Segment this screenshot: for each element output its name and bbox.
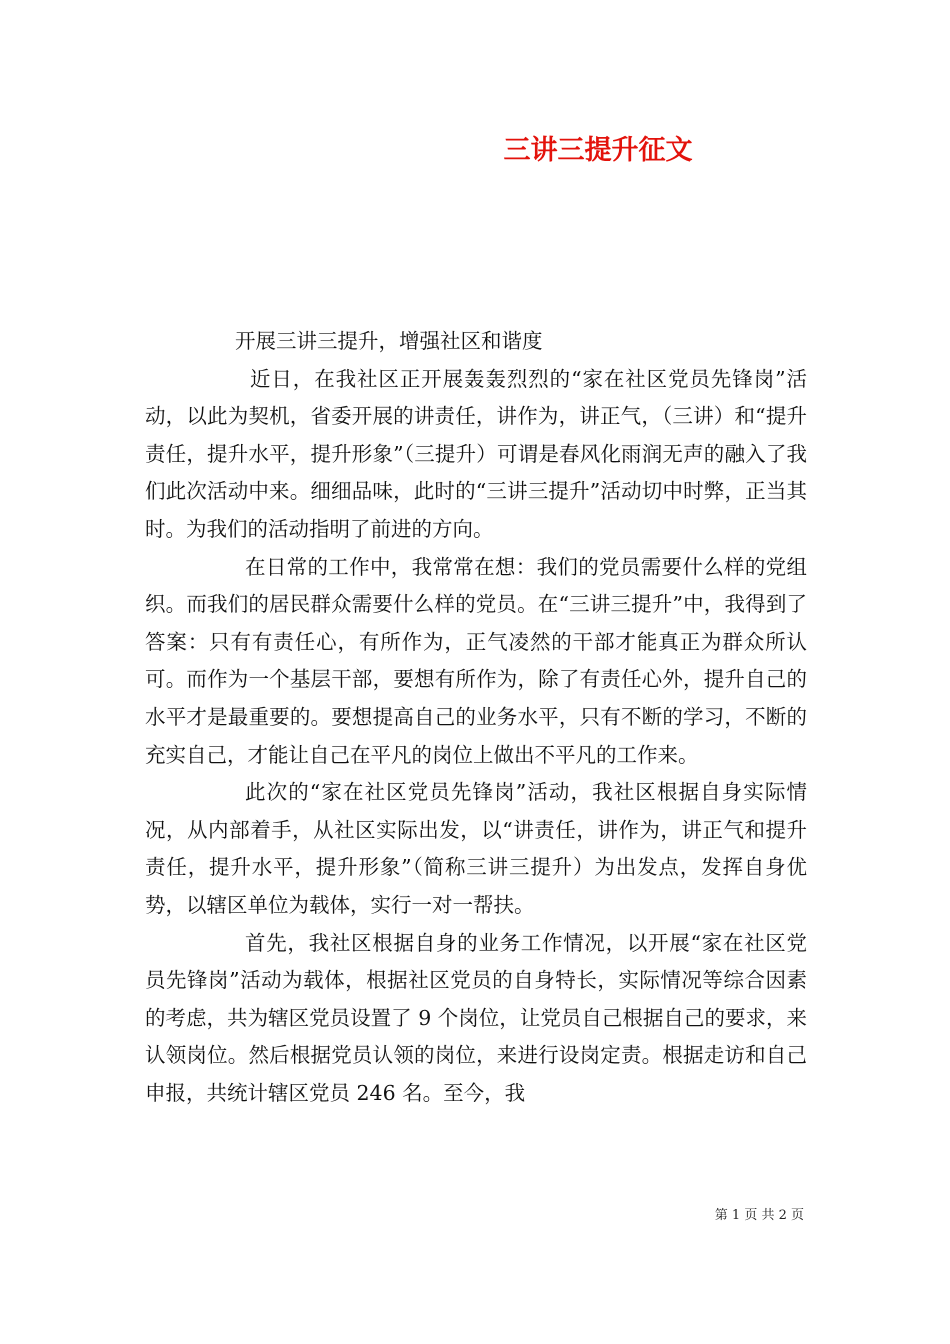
paragraph-1: 近日，在我社区正开展轰轰烈烈的“家在社区党员先锋岗”活动，以此为契机，省委开展的讲责任，讲作为，讲正气，（三讲）和“提升责任，提升水平，提升形象”（三提升）可谓是春风化雨润无声的融入了我们此次活动中来。细细品味，此时的“三讲三提升”活动切中时弊，正当其时。为我们的活动指明了前进的方向。 (145, 366, 807, 541)
document-subtitle: 开展三讲三提升，增强社区和谐度 (235, 329, 543, 353)
paragraph-4: 首先，我社区根据自身的业务工作情况，以开展“家在社区党员先锋岗”活动为载体，根据社区党员的自身特长，实际情况等综合因素的考虑，共为辖区党员设置了 9 个岗位，让党员自己根据自己的要求，来认领岗位。然后根据党员认领的岗位，来进行设岗定责。根据走访和自己申报，共统计辖区党员 246 名。至今，我 (145, 930, 807, 1105)
page-number-footer: 第 1 页 共 2 页 (714, 1208, 804, 1223)
document-body (145, 323, 807, 1112)
paragraph-3: 此次的“家在社区党员先锋岗”活动，我社区根据自身实际情况，从内部着手，从社区实际出发，以“讲责任，讲作为，讲正气和提升责任，提升水平，提升形象”（简称三讲三提升）为出发点，发挥自身优势，以辖区单位为载体，实行一对一帮扶。 (145, 780, 807, 917)
paragraph-2: 在日常的工作中，我常常在想：我们的党员需要什么样的党组织。而我们的居民群众需要什么样的党员。在“三讲三提升”中，我得到了答案：只有有责任心，有所作为，正气凌然的干部才能真正为群众所认可。而作为一个基层干部，要想有所作为，除了有责任心外，提升自己的水平才是最重要的。要想提高自己的业务水平，只有不断的学习，不断的充实自己，才能让自己在平凡的岗位上做出不平凡的工作来。 (145, 554, 807, 767)
document-title: 三讲三提升征文 (503, 135, 693, 166)
